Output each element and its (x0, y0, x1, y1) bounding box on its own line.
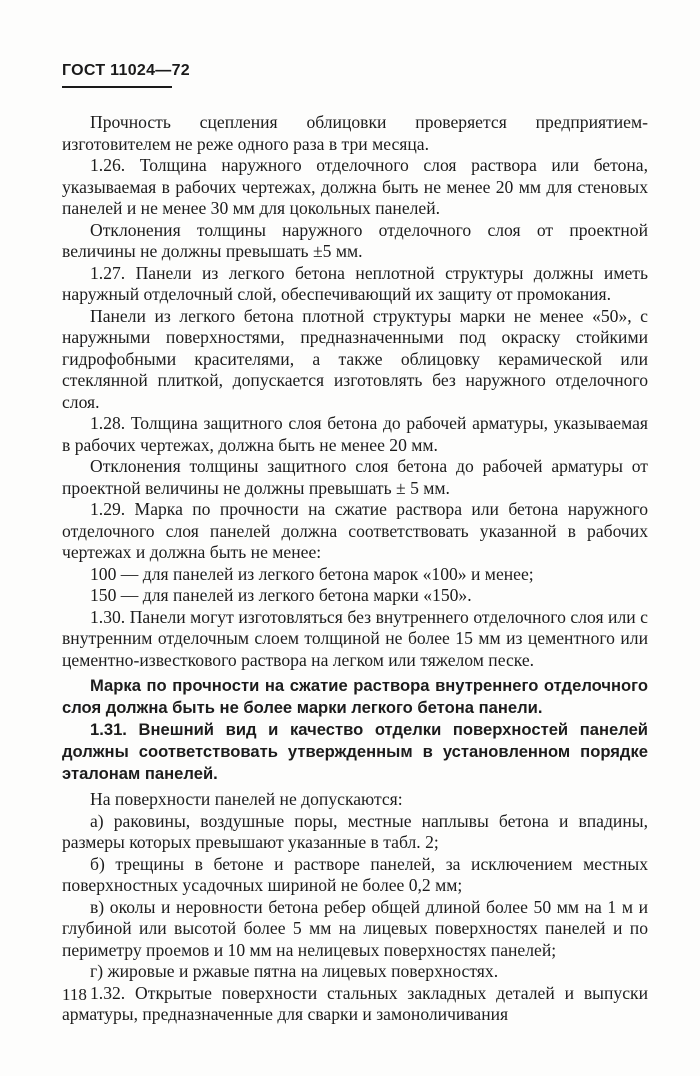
paragraph-1-29-grade-100: 100 — для панелей из легкого бетона марок «100» и менее; (90, 563, 534, 584)
paragraph-1-30: 1.30. Панели могут изготовляться без внутреннего отделочного слоя или с внутренним отделочным слоем толщиной не более 15 мм из цементного или цементно-известкового раствора на легком или тяжелом песке. (62, 606, 648, 670)
paragraph-1-28: 1.28. Толщина защитного слоя бетона до рабочей арматуры, указываемая в рабочих чертежах, должна быть не менее 20 мм. (62, 413, 648, 455)
paragraph-1-31: 1.31. Внешний вид и качество отделки поверхностей панелей должны соответствовать утвержденным в установленном порядке эталонам панелей. (62, 720, 648, 783)
page-number: 118 (62, 985, 87, 1004)
paragraph-1-29-grade-150: 150 — для панелей из легкого бетона марки «150». (90, 585, 472, 605)
paragraph-1-28-deviation: Отклонения толщины защитного слоя бетона до рабочей арматуры от проектной величины не должны превышать ± 5 мм. (62, 456, 648, 498)
document-body (62, 112, 648, 1026)
list-item-a: а) раковины, воздушные поры, местные наплывы бетона и впадины, размеры которых превышают указанные в табл. 2; (62, 810, 648, 852)
paragraph-1-31-not-allowed: На поверхности панелей не допускаются: (90, 789, 403, 809)
list-item-b: б) трещины в бетоне и растворе панелей, за исключением местных поверхностных усадочных шириной не более 0,2 мм; (62, 853, 648, 895)
list-item-v: в) околы и неровности бетона ребер общей длиной более 50 мм на 1 м и глубиной или высотой более 5 мм на лицевых поверхностях панелей и по периметру проемов и 10 мм на нелицевых поверхностях панелей; (62, 896, 648, 960)
header-underline (62, 86, 172, 88)
paragraph-1-27-dense: Панели из легкого бетона плотной структуры марки не менее «50», с наружными поверхностями, предназначенными под окраску стойкими гидрофобными красителями, а также облицовку керамической или стеклянной плиткой, допускается изготовлять без наружного отделочного слоя. (62, 305, 648, 412)
paragraph-1-29: 1.29. Марка по прочности на сжатие раствора или бетона наружного отделочного слоя панелей должна соответствовать указанной в рабочих чертежах и должна быть не менее: (62, 499, 648, 562)
paragraph-1-30-grade: Марка по прочности на сжатие раствора внутреннего отделочного слоя должна быть не более марки легкого бетона панели. (62, 676, 648, 717)
paragraph-1-26-deviation: Отклонения толщины наружного отделочного слоя от проектной величины не должны превышать ±5 мм. (62, 219, 648, 261)
paragraph-1-27: 1.27. Панели из легкого бетона неплотной структуры должны иметь наружный отделочный слой, обеспечивающий их защиту от промокания. (62, 262, 648, 304)
standard-header: ГОСТ 11024—72 (62, 62, 190, 79)
paragraph-1-26: 1.26. Толщина наружного отделочного слоя раствора или бетона, указываемая в рабочих чертежах, должна быть не менее 20 мм для стеновых панелей и не менее 30 мм для цокольных панелей. (62, 155, 648, 218)
list-item-g: г) жировые и ржавые пятна на лицевых поверхностях. (90, 961, 499, 981)
paragraph-adhesion-check: Прочность сцепления облицовки проверяется предприятием-изготовителем не реже одного раза в три месяца. (62, 112, 648, 154)
paragraph-1-32: 1.32. Открытые поверхности стальных закладных деталей и выпуски арматуры, предназначенные для сварки и замоноличивания (62, 982, 648, 1024)
